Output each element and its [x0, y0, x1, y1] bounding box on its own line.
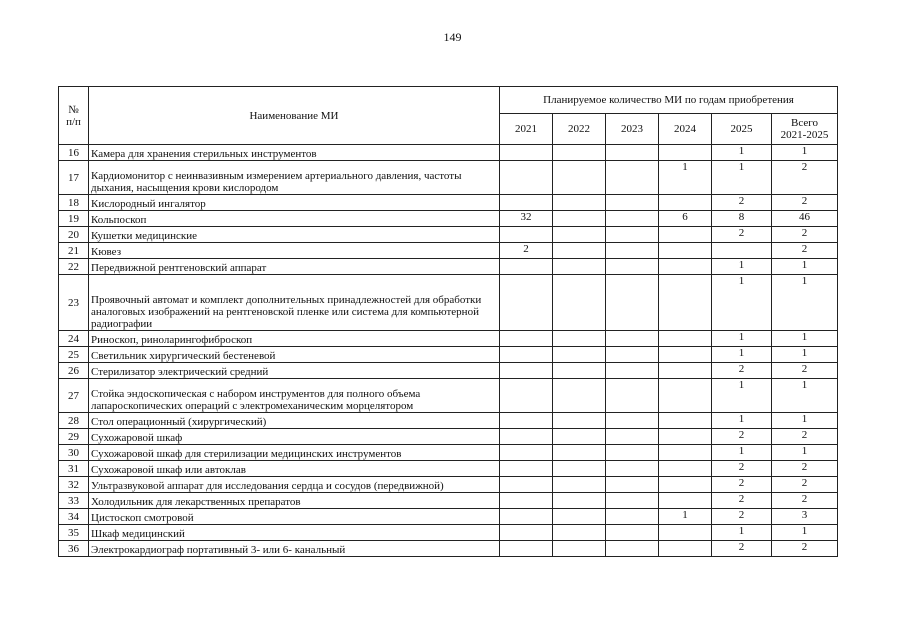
cell-total: 2: [772, 493, 838, 509]
cell-2022: [553, 331, 606, 347]
cell-2025: 2: [712, 477, 772, 493]
row-name: Ультразвуковой аппарат для исследования сердца и сосудов (передвижной): [89, 477, 500, 493]
cell-2021: [500, 145, 553, 161]
cell-total: 1: [772, 379, 838, 413]
cell-2024: [659, 347, 712, 363]
cell-2021: [500, 259, 553, 275]
cell-2022: [553, 227, 606, 243]
row-number: 22: [59, 259, 89, 275]
row-name: Проявочный автомат и комплект дополнительных принадлежностей для обработки аналоговых изображений на рентгеновской пленке или система для компьютерной радиографии: [89, 275, 500, 331]
cell-2021: [500, 161, 553, 195]
cell-2022: [553, 493, 606, 509]
cell-2022: [553, 211, 606, 227]
cell-2025: 1: [712, 379, 772, 413]
cell-2021: [500, 413, 553, 429]
row-number: 17: [59, 161, 89, 195]
row-name: Сухожаровой шкаф для стерилизации медицинских инструментов: [89, 445, 500, 461]
row-name: Холодильник для лекарственных препаратов: [89, 493, 500, 509]
row-name: Сухожаровой шкаф: [89, 429, 500, 445]
cell-2025: 1: [712, 145, 772, 161]
row-number: 25: [59, 347, 89, 363]
cell-2023: [606, 541, 659, 557]
table-row: [59, 243, 838, 259]
cell-2022: [553, 413, 606, 429]
header-name: Наименование МИ: [89, 87, 500, 145]
header-year-2024: 2024: [659, 114, 712, 145]
row-name: Камера для хранения стерильных инструментов: [89, 145, 500, 161]
header-year-2022: 2022: [553, 114, 606, 145]
cell-2022: [553, 243, 606, 259]
cell-2025: 2: [712, 509, 772, 525]
cell-2022: [553, 275, 606, 331]
cell-total: 1: [772, 145, 838, 161]
cell-2024: [659, 195, 712, 211]
row-number: 29: [59, 429, 89, 445]
cell-2021: [500, 461, 553, 477]
cell-2021: [500, 275, 553, 331]
table-row: [59, 275, 838, 331]
header-num: [59, 87, 89, 145]
cell-total: 1: [772, 445, 838, 461]
row-number: 23: [59, 275, 89, 331]
cell-2023: [606, 379, 659, 413]
cell-2024: [659, 331, 712, 347]
row-name: Стол операционный (хирургический): [89, 413, 500, 429]
row-number: 32: [59, 477, 89, 493]
row-number: 24: [59, 331, 89, 347]
cell-total: 2: [772, 429, 838, 445]
header-year-2023: 2023: [606, 114, 659, 145]
cell-2021: [500, 363, 553, 379]
row-number: 21: [59, 243, 89, 259]
table-row: [59, 509, 838, 525]
header-year-2021: 2021: [500, 114, 553, 145]
cell-2024: [659, 461, 712, 477]
cell-2023: [606, 227, 659, 243]
table-row: [59, 211, 838, 227]
row-name: Кольпоскоп: [89, 211, 500, 227]
cell-2022: [553, 363, 606, 379]
cell-2023: [606, 461, 659, 477]
row-number: 36: [59, 541, 89, 557]
table-row: [59, 331, 838, 347]
row-number: 19: [59, 211, 89, 227]
row-name: Стойка эндоскопическая с набором инструментов для полного объема лапароскопических операций с электромеханическим морцелятором: [89, 379, 500, 413]
cell-total: 1: [772, 525, 838, 541]
table-row: [59, 363, 838, 379]
row-name: Передвижной рентгеновский аппарат: [89, 259, 500, 275]
cell-2024: [659, 243, 712, 259]
cell-2021: 2: [500, 243, 553, 259]
cell-2025: 1: [712, 331, 772, 347]
cell-2025: 2: [712, 227, 772, 243]
row-number: 31: [59, 461, 89, 477]
cell-2025: 1: [712, 445, 772, 461]
cell-2023: [606, 161, 659, 195]
cell-2023: [606, 145, 659, 161]
row-name: Электрокардиограф портативный 3- или 6- канальный: [89, 541, 500, 557]
row-number: 35: [59, 525, 89, 541]
cell-total: 2: [772, 461, 838, 477]
table-row: [59, 525, 838, 541]
cell-2025: 2: [712, 429, 772, 445]
table-row: [59, 413, 838, 429]
cell-2024: 6: [659, 211, 712, 227]
cell-2023: [606, 275, 659, 331]
cell-2022: [553, 477, 606, 493]
cell-2023: [606, 509, 659, 525]
row-number: 16: [59, 145, 89, 161]
cell-2023: [606, 477, 659, 493]
row-number: 30: [59, 445, 89, 461]
cell-2021: [500, 493, 553, 509]
cell-2024: 1: [659, 509, 712, 525]
cell-2025: 1: [712, 525, 772, 541]
cell-2024: [659, 445, 712, 461]
cell-total: 1: [772, 259, 838, 275]
cell-2025: 2: [712, 363, 772, 379]
cell-2021: [500, 445, 553, 461]
cell-2024: [659, 541, 712, 557]
cell-2023: [606, 243, 659, 259]
cell-2021: [500, 541, 553, 557]
page-number: 149: [443, 30, 462, 44]
header-year-2025: 2025: [712, 114, 772, 145]
header-total-label: Всего 2021-2025: [780, 117, 829, 141]
header-row-top: [59, 87, 838, 114]
row-number: 20: [59, 227, 89, 243]
cell-2022: [553, 525, 606, 541]
cell-2024: [659, 477, 712, 493]
table-row: [59, 161, 838, 195]
cell-total: 1: [772, 413, 838, 429]
cell-2023: [606, 331, 659, 347]
cell-2025: 1: [712, 347, 772, 363]
header-total: [772, 114, 838, 145]
header-num-label: № п/п: [66, 103, 81, 128]
cell-total: 2: [772, 195, 838, 211]
cell-2025: 1: [712, 161, 772, 195]
cell-2023: [606, 259, 659, 275]
table-row: [59, 429, 838, 445]
cell-2021: [500, 347, 553, 363]
row-number: 18: [59, 195, 89, 211]
row-name: Риноскоп, риноларингофиброскоп: [89, 331, 500, 347]
cell-total: 46: [772, 211, 838, 227]
cell-total: 2: [772, 243, 838, 259]
cell-2022: [553, 379, 606, 413]
row-number: 26: [59, 363, 89, 379]
cell-2024: [659, 275, 712, 331]
cell-2025: 1: [712, 275, 772, 331]
row-name: Сухожаровой шкаф или автоклав: [89, 461, 500, 477]
cell-total: 2: [772, 227, 838, 243]
cell-2024: [659, 145, 712, 161]
cell-2023: [606, 347, 659, 363]
cell-2024: [659, 363, 712, 379]
cell-2025: 1: [712, 259, 772, 275]
cell-2022: [553, 541, 606, 557]
row-name: Кювез: [89, 243, 500, 259]
table-row: [59, 195, 838, 211]
cell-2022: [553, 445, 606, 461]
cell-2021: 32: [500, 211, 553, 227]
cell-2022: [553, 429, 606, 445]
table-row: [59, 493, 838, 509]
row-name: Цистоскоп смотровой: [89, 509, 500, 525]
cell-2025: 2: [712, 195, 772, 211]
cell-total: 2: [772, 541, 838, 557]
table-row: [59, 541, 838, 557]
row-name: Кислородный ингалятор: [89, 195, 500, 211]
cell-2022: [553, 509, 606, 525]
cell-2023: [606, 211, 659, 227]
cell-2024: [659, 379, 712, 413]
cell-2022: [553, 161, 606, 195]
cell-2022: [553, 259, 606, 275]
row-number: 28: [59, 413, 89, 429]
row-number: 27: [59, 379, 89, 413]
cell-2021: [500, 509, 553, 525]
cell-2025: 2: [712, 493, 772, 509]
row-name: Кушетки медицинские: [89, 227, 500, 243]
table-row: [59, 227, 838, 243]
row-number: 34: [59, 509, 89, 525]
cell-2021: [500, 331, 553, 347]
row-number: 33: [59, 493, 89, 509]
cell-2023: [606, 525, 659, 541]
row-name: Светильник хирургический бестеневой: [89, 347, 500, 363]
mi-table: [58, 86, 838, 557]
cell-total: 2: [772, 161, 838, 195]
cell-2024: 1: [659, 161, 712, 195]
cell-total: 1: [772, 275, 838, 331]
cell-2022: [553, 461, 606, 477]
table-row: [59, 461, 838, 477]
table-row: [59, 347, 838, 363]
cell-2025: 1: [712, 413, 772, 429]
cell-2021: [500, 477, 553, 493]
cell-total: 2: [772, 363, 838, 379]
cell-2022: [553, 347, 606, 363]
cell-2025: 2: [712, 461, 772, 477]
table-row: [59, 477, 838, 493]
cell-2023: [606, 429, 659, 445]
cell-2024: [659, 259, 712, 275]
cell-2025: 2: [712, 541, 772, 557]
header-group: Планируемое количество МИ по годам приобретения: [500, 87, 838, 114]
cell-2023: [606, 413, 659, 429]
cell-2021: [500, 525, 553, 541]
cell-2024: [659, 525, 712, 541]
table-body: [59, 145, 838, 557]
row-name: Стерилизатор электрический средний: [89, 363, 500, 379]
cell-2022: [553, 195, 606, 211]
table-row: [59, 259, 838, 275]
cell-2024: [659, 413, 712, 429]
cell-2023: [606, 363, 659, 379]
cell-2021: [500, 195, 553, 211]
cell-2024: [659, 493, 712, 509]
row-name: Шкаф медицинский: [89, 525, 500, 541]
cell-total: 1: [772, 331, 838, 347]
cell-2024: [659, 429, 712, 445]
cell-2025: [712, 243, 772, 259]
row-name: Кардиомонитор с неинвазивным измерением артериального давления, частоты дыхания, насыщения крови кислородом: [89, 161, 500, 195]
cell-total: 2: [772, 477, 838, 493]
table-row: [59, 379, 838, 413]
cell-2024: [659, 227, 712, 243]
cell-2021: [500, 429, 553, 445]
cell-total: 1: [772, 347, 838, 363]
cell-2023: [606, 445, 659, 461]
cell-2021: [500, 227, 553, 243]
table-row: [59, 445, 838, 461]
cell-2023: [606, 493, 659, 509]
table-row: [59, 145, 838, 161]
cell-2023: [606, 195, 659, 211]
cell-total: 3: [772, 509, 838, 525]
cell-2025: 8: [712, 211, 772, 227]
cell-2021: [500, 379, 553, 413]
cell-2022: [553, 145, 606, 161]
